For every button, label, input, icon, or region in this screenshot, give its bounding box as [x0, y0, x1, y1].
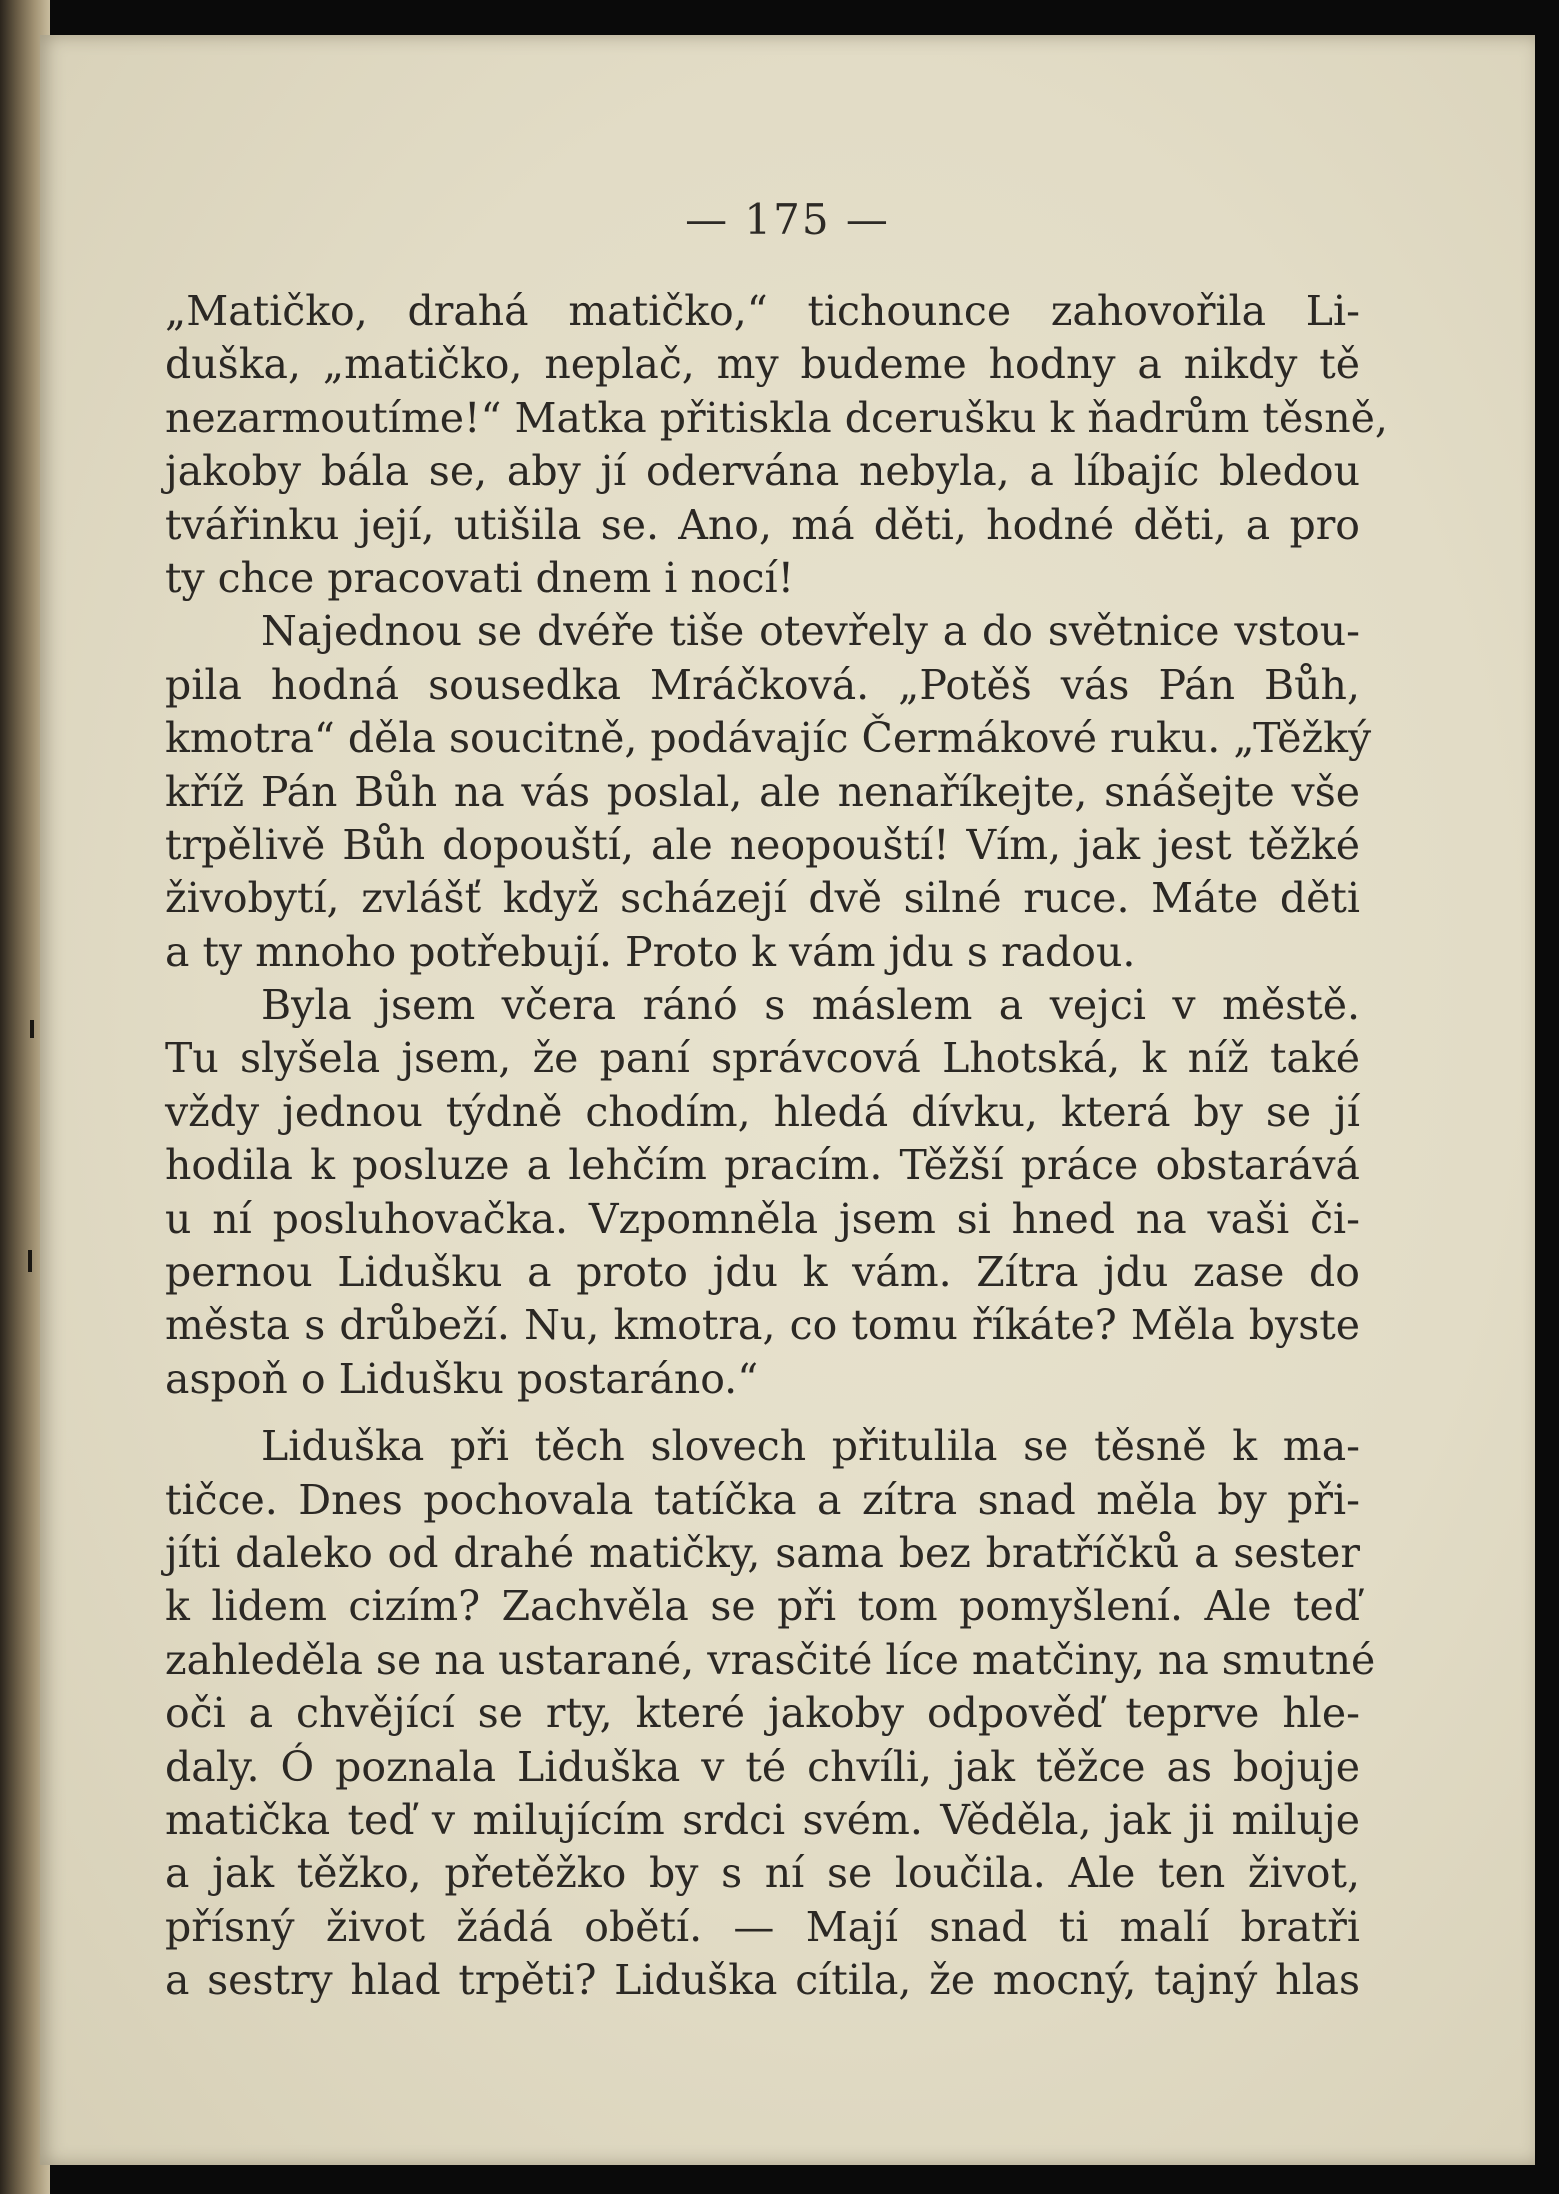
text-line: a jak těžko, přetěžko by s ní se loučila. Ale ten život,	[165, 1849, 1360, 1898]
text-line: aspoň o Lidušku postaráno.“	[165, 1354, 759, 1403]
text-line: a ty mnoho potřebují. Proto k vám jdu s radou.	[165, 927, 1136, 976]
text-line: kmotra“ děla soucitně, podávajíc Čermákové ruku. „Těžký	[165, 714, 1372, 763]
page-number: — 175 —	[685, 195, 890, 244]
text-line: u ní posluhovačka. Vzpomněla jsem si hned na vaši či-	[165, 1194, 1360, 1243]
text-line: pernou Lidušku a proto jdu k vám. Zítra jdu zase do	[165, 1248, 1360, 1297]
margin-mark	[30, 1020, 34, 1038]
text-line: zahleděla se na ustarané, vrasčité líce matčiny, na smutné	[165, 1635, 1376, 1684]
text-line: daly. Ó poznala Liduška v té chvíli, jak těžce as bojuje	[165, 1742, 1360, 1791]
text-line: ty chce pracovati dnem i nocí!	[165, 553, 795, 602]
margin-mark	[28, 1250, 32, 1272]
text-line: tvářinku její, utišila se. Ano, má děti, hodné děti, a pro	[165, 500, 1360, 549]
text-line: jíti daleko od drahé matičky, sama bez bratříčků a sester	[165, 1528, 1360, 1577]
text-line: vždy jednou týdně chodím, hledá dívku, která by se jí	[165, 1087, 1360, 1136]
text-line: „Matičko, drahá matičko,“ tichounce zahovořila Li-	[165, 287, 1360, 335]
text-line: živobytí, zvlášť když scházejí dvě silné ruce. Máte děti	[165, 874, 1360, 923]
text-line: pila hodná sousedka Mráčková. „Potěš vás Pán Bůh,	[165, 660, 1360, 709]
text-line: Najednou se dvéře tiše otevřely a do světnice vstou-	[261, 607, 1360, 656]
text-line: Byla jsem včera ránó s máslem a vejci v městě.	[261, 981, 1360, 1030]
text-line: trpělivě Bůh dopouští, ale neopouští! Vím, jak jest těžké	[165, 820, 1360, 869]
book-page	[40, 35, 1535, 2165]
text-line: a sestry hlad trpěti? Liduška cítila, že mocný, tajný hlas	[165, 1956, 1360, 2005]
text-line: hodila k posluze a lehčím pracím. Těžší práce obstarává	[165, 1141, 1360, 1190]
text-line: Tu slyšela jsem, že paní správcová Lhotská, k níž také	[165, 1034, 1360, 1083]
text-line: Liduška při těch slovech přitulila se těsně k ma-	[261, 1422, 1360, 1471]
text-line: matička teď v milujícím srdci svém. Věděla, jak ji miluje	[165, 1795, 1360, 1844]
text-line: jakoby bála se, aby jí odervána nebyla, a líbajíc bledou	[165, 447, 1360, 496]
text-line: duška, „matičko, neplač, my budeme hodny a nikdy tě	[165, 340, 1360, 389]
text-line: města s drůbeží. Nu, kmotra, co tomu říkáte? Měla byste	[165, 1301, 1360, 1350]
text-line: tičce. Dnes pochovala tatíčka a zítra snad měla by při-	[165, 1475, 1360, 1524]
text-line: nezarmoutíme!“ Matka přitiskla dcerušku k ňadrům těsně,	[165, 393, 1388, 442]
text-line: oči a chvějící se rty, které jakoby odpověď teprve hle-	[165, 1689, 1360, 1738]
body-text	[165, 285, 1388, 2008]
text-line: kříž Pán Bůh na vás poslal, ale nenaříkejte, snášejte vše	[165, 767, 1360, 816]
text-line: přísný život žádá obětí. — Mají snad ti malí bratři	[165, 1902, 1360, 1951]
text-line: k lidem cizím? Zachvěla se při tom pomyšlení. Ale teď	[165, 1582, 1360, 1631]
